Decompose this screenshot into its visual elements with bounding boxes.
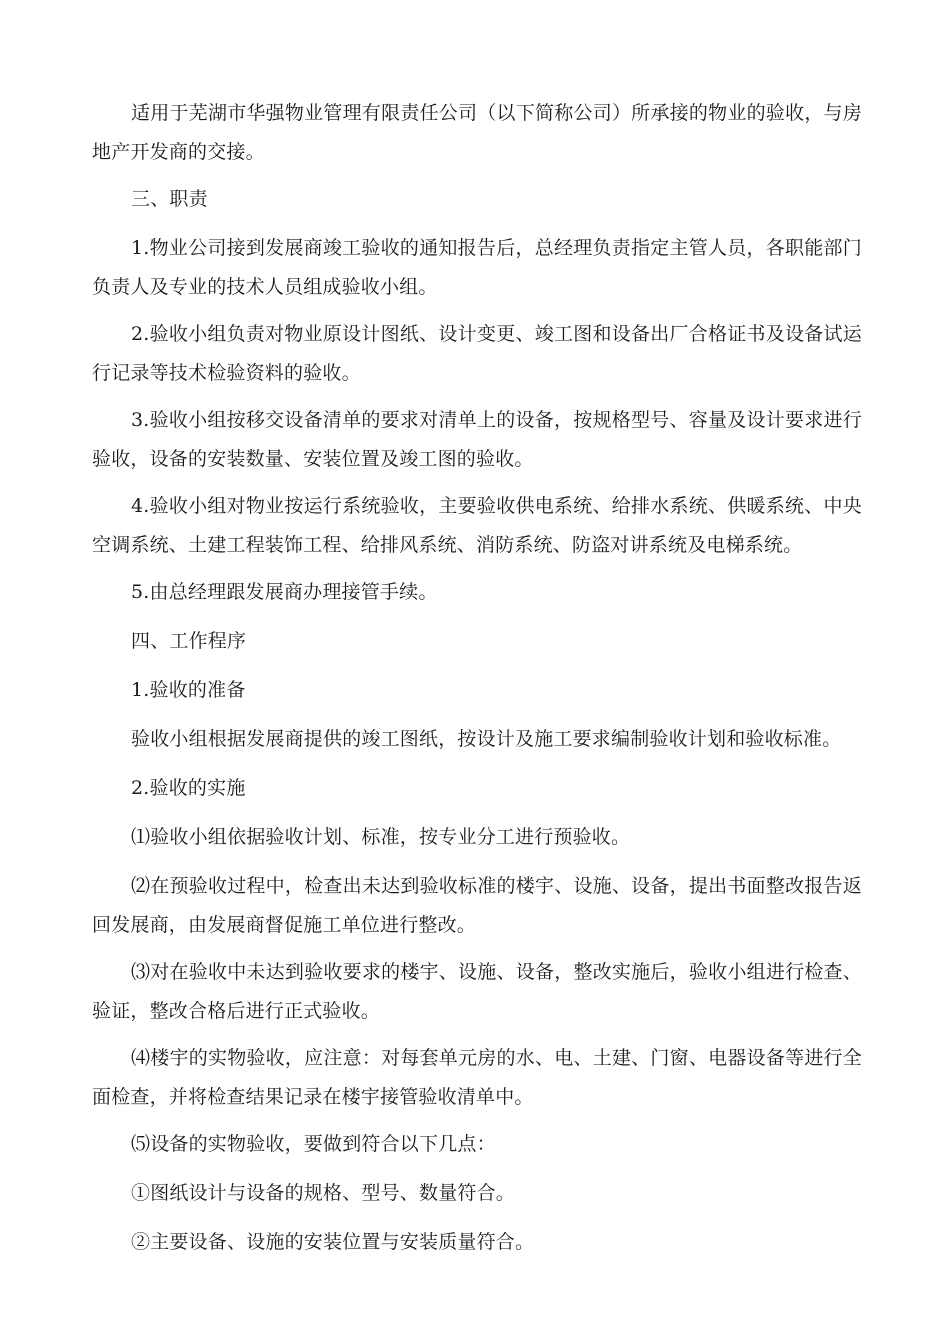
paragraph-item-3: ⑶对在验收中未达到验收要求的楼宇、设施、设备，整改实施后，验收小组进行检查、验证，整改合格后进行正式验收。 — [92, 961, 862, 1022]
heading-work-procedure: 四、工作程序 — [131, 630, 247, 652]
paragraph-subitem-1: ①图纸设计与设备的规格、型号、数量符合。 — [131, 1182, 516, 1204]
paragraph-item-2: ⑵在预验收过程中，检查出未达到验收标准的楼宇、设施、设备，提出书面整改报告返回发展商，由发展商督促施工单位进行整改。 — [92, 875, 862, 936]
subheading-implementation: 2.验收的实施 — [131, 777, 246, 799]
paragraph-item-5: ⑸设备的实物验收，要做到符合以下几点： — [131, 1133, 496, 1155]
paragraph-subitem-2: ②主要设备、设施的安装位置与安装质量符合。 — [131, 1231, 535, 1253]
paragraph-responsibility-2: 2.验收小组负责对物业原设计图纸、设计变更、竣工图和设备出厂合格证书及设备试运行记录等技术检验资料的验收。 — [92, 323, 862, 384]
paragraph-responsibility-4: 4.验收小组对物业按运行系统验收，主要验收供电系统、给排水系统、供暖系统、中央空调系统、土建工程装饰工程、给排风系统、消防系统、防盗对讲系统及电梯系统。 — [92, 495, 862, 556]
paragraph-responsibility-5: 5.由总经理跟发展商办理接管手续。 — [131, 581, 438, 603]
paragraph-preparation: 验收小组根据发展商提供的竣工图纸，按设计及施工要求编制验收计划和验收标准。 — [131, 728, 842, 750]
heading-responsibilities: 三、职责 — [131, 188, 208, 210]
paragraph-item-1: ⑴验收小组依据验收计划、标准，按专业分工进行预验收。 — [131, 826, 631, 848]
paragraph-responsibility-1: 1.物业公司接到发展商竣工验收的通知报告后，总经理负责指定主管人员，各职能部门负责人及专业的技术人员组成验收小组。 — [92, 237, 862, 298]
subheading-preparation: 1.验收的准备 — [131, 679, 246, 701]
paragraph-item-4: ⑷楼宇的实物验收，应注意：对每套单元房的水、电、土建、门窗、电器设备等进行全面检查，并将检查结果记录在楼宇接管验收清单中。 — [92, 1047, 862, 1108]
paragraph-scope: 适用于芜湖市华强物业管理有限责任公司（以下简称公司）所承接的物业的验收，与房地产开发商的交接。 — [92, 102, 862, 163]
paragraph-responsibility-3: 3.验收小组按移交设备清单的要求对清单上的设备，按规格型号、容量及设计要求进行验收，设备的安装数量、安装位置及竣工图的验收。 — [92, 409, 862, 470]
